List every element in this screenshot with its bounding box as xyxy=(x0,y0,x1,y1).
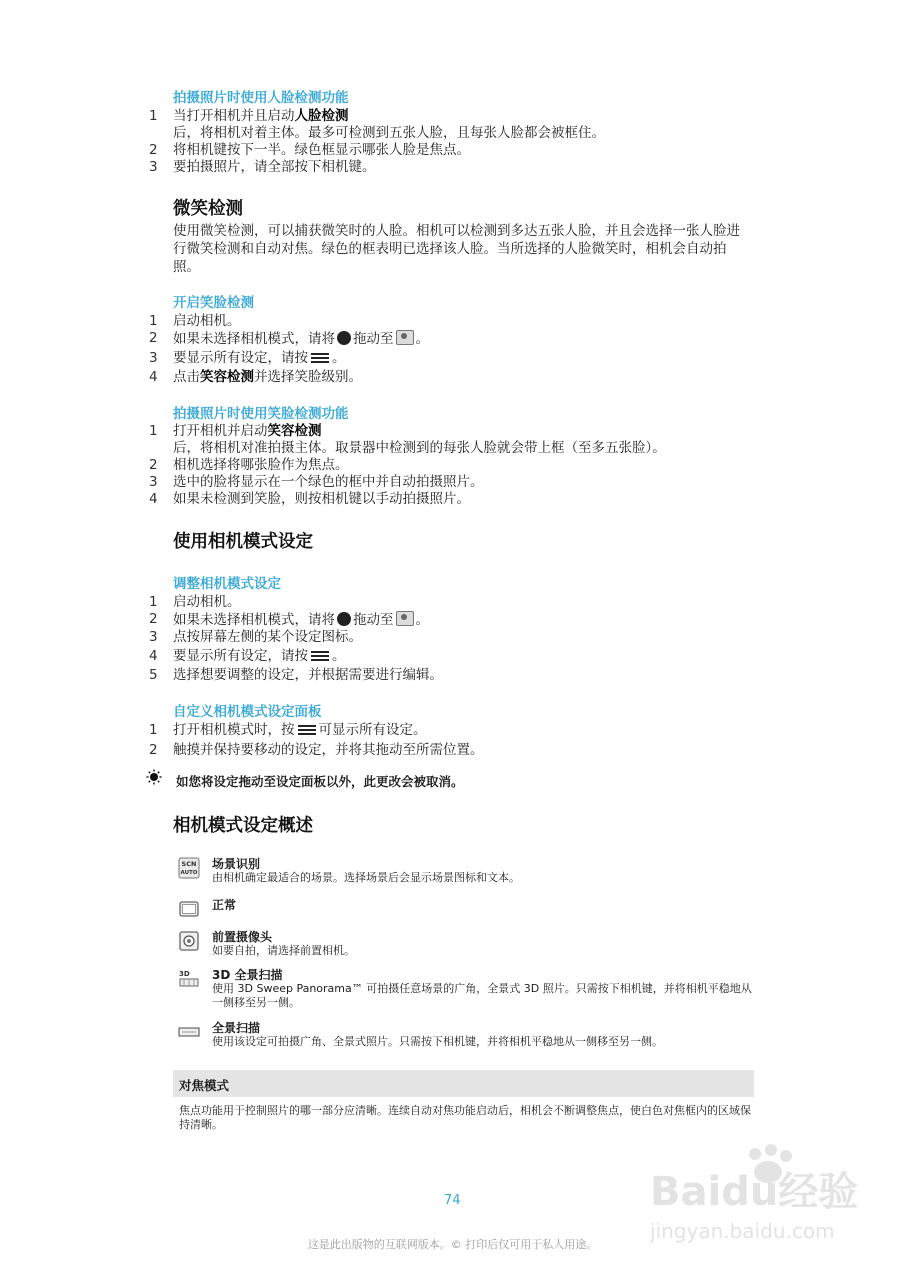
step-text: 后，将相机对准拍摄主体。取景器中检测到的每张人脸就会带上框（至多五张脸）。 xyxy=(173,440,666,456)
menu-icon xyxy=(311,351,329,365)
section-title-face-detection: 拍摄照片时使用人脸检测功能 xyxy=(173,90,349,106)
enable-smile-steps xyxy=(143,313,763,386)
watermark-brand: Baidu经验 xyxy=(650,1169,859,1215)
tip-note xyxy=(150,772,464,790)
list-item xyxy=(143,667,763,684)
section-title-adjust-settings: 调整相机模式设定 xyxy=(173,576,281,592)
step-text: 后，将相机对着主体。最多可检测到五张人脸，且每张人脸都会被框住。 xyxy=(173,125,605,141)
step-number: 3 xyxy=(149,629,158,645)
list-item xyxy=(143,722,763,739)
3d-icon-text: 3D xyxy=(179,970,190,978)
step-text: 点击 xyxy=(173,369,200,385)
step-number: 1 xyxy=(149,108,158,124)
mode-title: 正常 xyxy=(212,898,237,912)
step-text: 。 xyxy=(332,350,346,366)
overview-row-normal xyxy=(178,898,758,912)
step-number: 2 xyxy=(149,330,158,346)
tip-text: 如您将设定拖动至设定面板以外，此更改会被取消。 xyxy=(176,774,464,789)
list-item xyxy=(143,457,763,474)
mode-title: 3D 全景扫描 xyxy=(212,968,283,982)
section-title-smile-photo: 拍摄照片时使用笑脸检测功能 xyxy=(173,406,349,422)
step-number: 2 xyxy=(149,742,158,758)
step-number: 4 xyxy=(149,491,158,507)
smile-detection-paragraph: 使用微笑检测，可以捕获微笑时的人脸。相机可以检测到多达五张人脸，并且会选择一张人脸进行微笑检测和自动对焦。绿色的框表明已选择该人脸。当所选择的人脸微笑时，相机会自动拍照。 xyxy=(173,223,740,275)
camera-mode-slider-icon xyxy=(337,612,351,626)
step-text: 如果未选择相机模式，请将 xyxy=(173,331,335,347)
focus-mode-description: 焦点功能用于控制照片的哪一部分应清晰。连续自动对焦功能启动后，相机会不断调整焦点，使白色对焦框内的区域保持清晰。 xyxy=(179,1104,751,1131)
mode-description: 使用 3D Sweep Panorama™ 可拍摄任意场景的广角，全景式 3D 照片。只需按下相机键，并将相机平稳地从一侧移至另一侧。 xyxy=(212,982,752,1009)
step-text: 如果未选择相机模式，请将 xyxy=(173,612,335,628)
step-text: 选择想要调整的设定，并根据需要进行编辑。 xyxy=(173,667,443,683)
camera-mode-slider-icon xyxy=(337,331,351,345)
step-text: 点按屏幕左侧的某个设定图标。 xyxy=(173,629,362,645)
step-number: 2 xyxy=(149,457,158,473)
adjust-settings-steps xyxy=(143,594,763,684)
mode-description: 如要自拍，请选择前置相机。 xyxy=(212,944,355,957)
step-text: 打开相机模式时，按 xyxy=(173,722,295,738)
list-item xyxy=(143,142,763,159)
list-item xyxy=(143,159,763,176)
step-text: 。 xyxy=(415,331,429,347)
normal-mode-icon xyxy=(178,898,200,920)
step-number: 1 xyxy=(149,594,158,610)
step-text: 要显示所有设定，请按 xyxy=(173,648,308,664)
3d-sweep-panorama-icon xyxy=(178,968,200,990)
overview-row-front-camera xyxy=(178,930,758,958)
step-number: 5 xyxy=(149,667,158,683)
list-item xyxy=(143,594,763,611)
overview-row-3d-sweep xyxy=(178,968,758,1010)
mode-title: 前置摄像头 xyxy=(212,930,273,944)
camera-icon xyxy=(396,611,414,626)
heading-smile-detection: 微笑检测 xyxy=(173,199,243,219)
camera-icon xyxy=(396,330,414,345)
step-text: 当打开相机并且启动 xyxy=(173,108,295,124)
list-item xyxy=(143,330,763,348)
step-text: 将相机键按下一半。绿色框显示哪张人脸是焦点。 xyxy=(173,142,470,158)
mode-title: 全景扫描 xyxy=(212,1021,261,1035)
step-number: 1 xyxy=(149,423,158,439)
overview-row-scene xyxy=(178,857,758,885)
menu-icon xyxy=(298,723,316,737)
step-text: 打开相机并启动 xyxy=(173,423,268,439)
mode-title: 场景识别 xyxy=(212,857,261,871)
customize-panel-steps xyxy=(143,722,763,759)
focus-mode-title: 对焦模式 xyxy=(179,1078,230,1093)
step-text: 。 xyxy=(332,648,346,664)
overview-row-sweep xyxy=(178,1021,758,1049)
step-text: 。 xyxy=(415,612,429,628)
list-item xyxy=(143,369,763,386)
section-title-enable-smile: 开启笑脸检测 xyxy=(173,295,254,311)
step-number: 4 xyxy=(149,369,158,385)
auto-icon-text: AUTO xyxy=(180,870,198,876)
step-text: 拖动至 xyxy=(353,612,394,628)
baidu-watermark-logo xyxy=(650,1140,860,1255)
step-number: 2 xyxy=(149,611,158,627)
ui-term-face-detection: 人脸检测 xyxy=(294,108,349,124)
step-number: 3 xyxy=(149,350,158,366)
step-text: 启动相机。 xyxy=(173,313,241,329)
mode-description: 使用该设定可拍摄广角、全景式照片。只需按下相机键，并将相机平稳地从一侧移至另一侧。 xyxy=(212,1035,663,1048)
list-item xyxy=(143,474,763,491)
list-item xyxy=(143,491,763,508)
mode-description: 由相机确定最适合的场景。选择场景后会显示场景图标和文本。 xyxy=(212,871,520,884)
heading-mode-overview: 相机模式设定概述 xyxy=(173,816,313,836)
focus-mode-header xyxy=(173,1070,754,1097)
step-number: 1 xyxy=(149,722,158,738)
step-text: 要拍摄照片，请全部按下相机键。 xyxy=(173,159,376,175)
step-text: 相机选择将哪张脸作为焦点。 xyxy=(173,457,349,473)
face-detection-steps xyxy=(143,108,763,176)
ui-term-smile-shutter: 笑容检测 xyxy=(200,369,254,385)
step-text: 拖动至 xyxy=(353,331,394,347)
step-number: 2 xyxy=(149,142,158,158)
menu-icon xyxy=(311,649,329,663)
footer-note: 这是此出版物的互联网版本。© 打印后仅可用于私人用途。 xyxy=(307,1238,598,1251)
list-item xyxy=(143,108,763,142)
step-text: 启动相机。 xyxy=(173,594,241,610)
step-number: 4 xyxy=(149,648,158,664)
section-title-customize-panel: 自定义相机模式设定面板 xyxy=(173,704,322,720)
step-number: 3 xyxy=(149,474,158,490)
scn-icon-text: SCN xyxy=(181,860,197,868)
list-item xyxy=(143,648,763,665)
list-item xyxy=(143,350,763,367)
step-number: 3 xyxy=(149,159,158,175)
watermark-url: jingyan.baidu.com xyxy=(650,1219,835,1243)
step-text: 触摸并保持要移动的设定，并将其拖动至所需位置。 xyxy=(173,742,484,758)
list-item xyxy=(143,742,763,759)
list-item xyxy=(143,629,763,646)
page-number: 74 xyxy=(444,1193,461,1208)
step-text: 可显示所有设定。 xyxy=(318,722,427,738)
list-item xyxy=(143,313,763,330)
front-camera-icon xyxy=(178,930,200,952)
list-item xyxy=(143,423,763,457)
lightbulb-icon xyxy=(146,769,162,785)
scene-recognition-icon xyxy=(178,857,200,879)
step-text: 并选择笑脸级别。 xyxy=(254,369,362,385)
smile-photo-steps xyxy=(143,423,763,508)
sweep-panorama-icon xyxy=(178,1021,200,1043)
step-text: 如果未检测到笑脸，则按相机键以手动拍摄照片。 xyxy=(173,491,470,507)
step-text: 要显示所有设定，请按 xyxy=(173,350,308,366)
step-text: 选中的脸将显示在一个绿色的框中并自动拍摄照片。 xyxy=(173,474,484,490)
ui-term-smile-shutter: 笑容检测 xyxy=(267,423,322,439)
step-number: 1 xyxy=(149,313,158,329)
heading-camera-mode-settings: 使用相机模式设定 xyxy=(173,532,313,552)
list-item xyxy=(143,611,763,629)
